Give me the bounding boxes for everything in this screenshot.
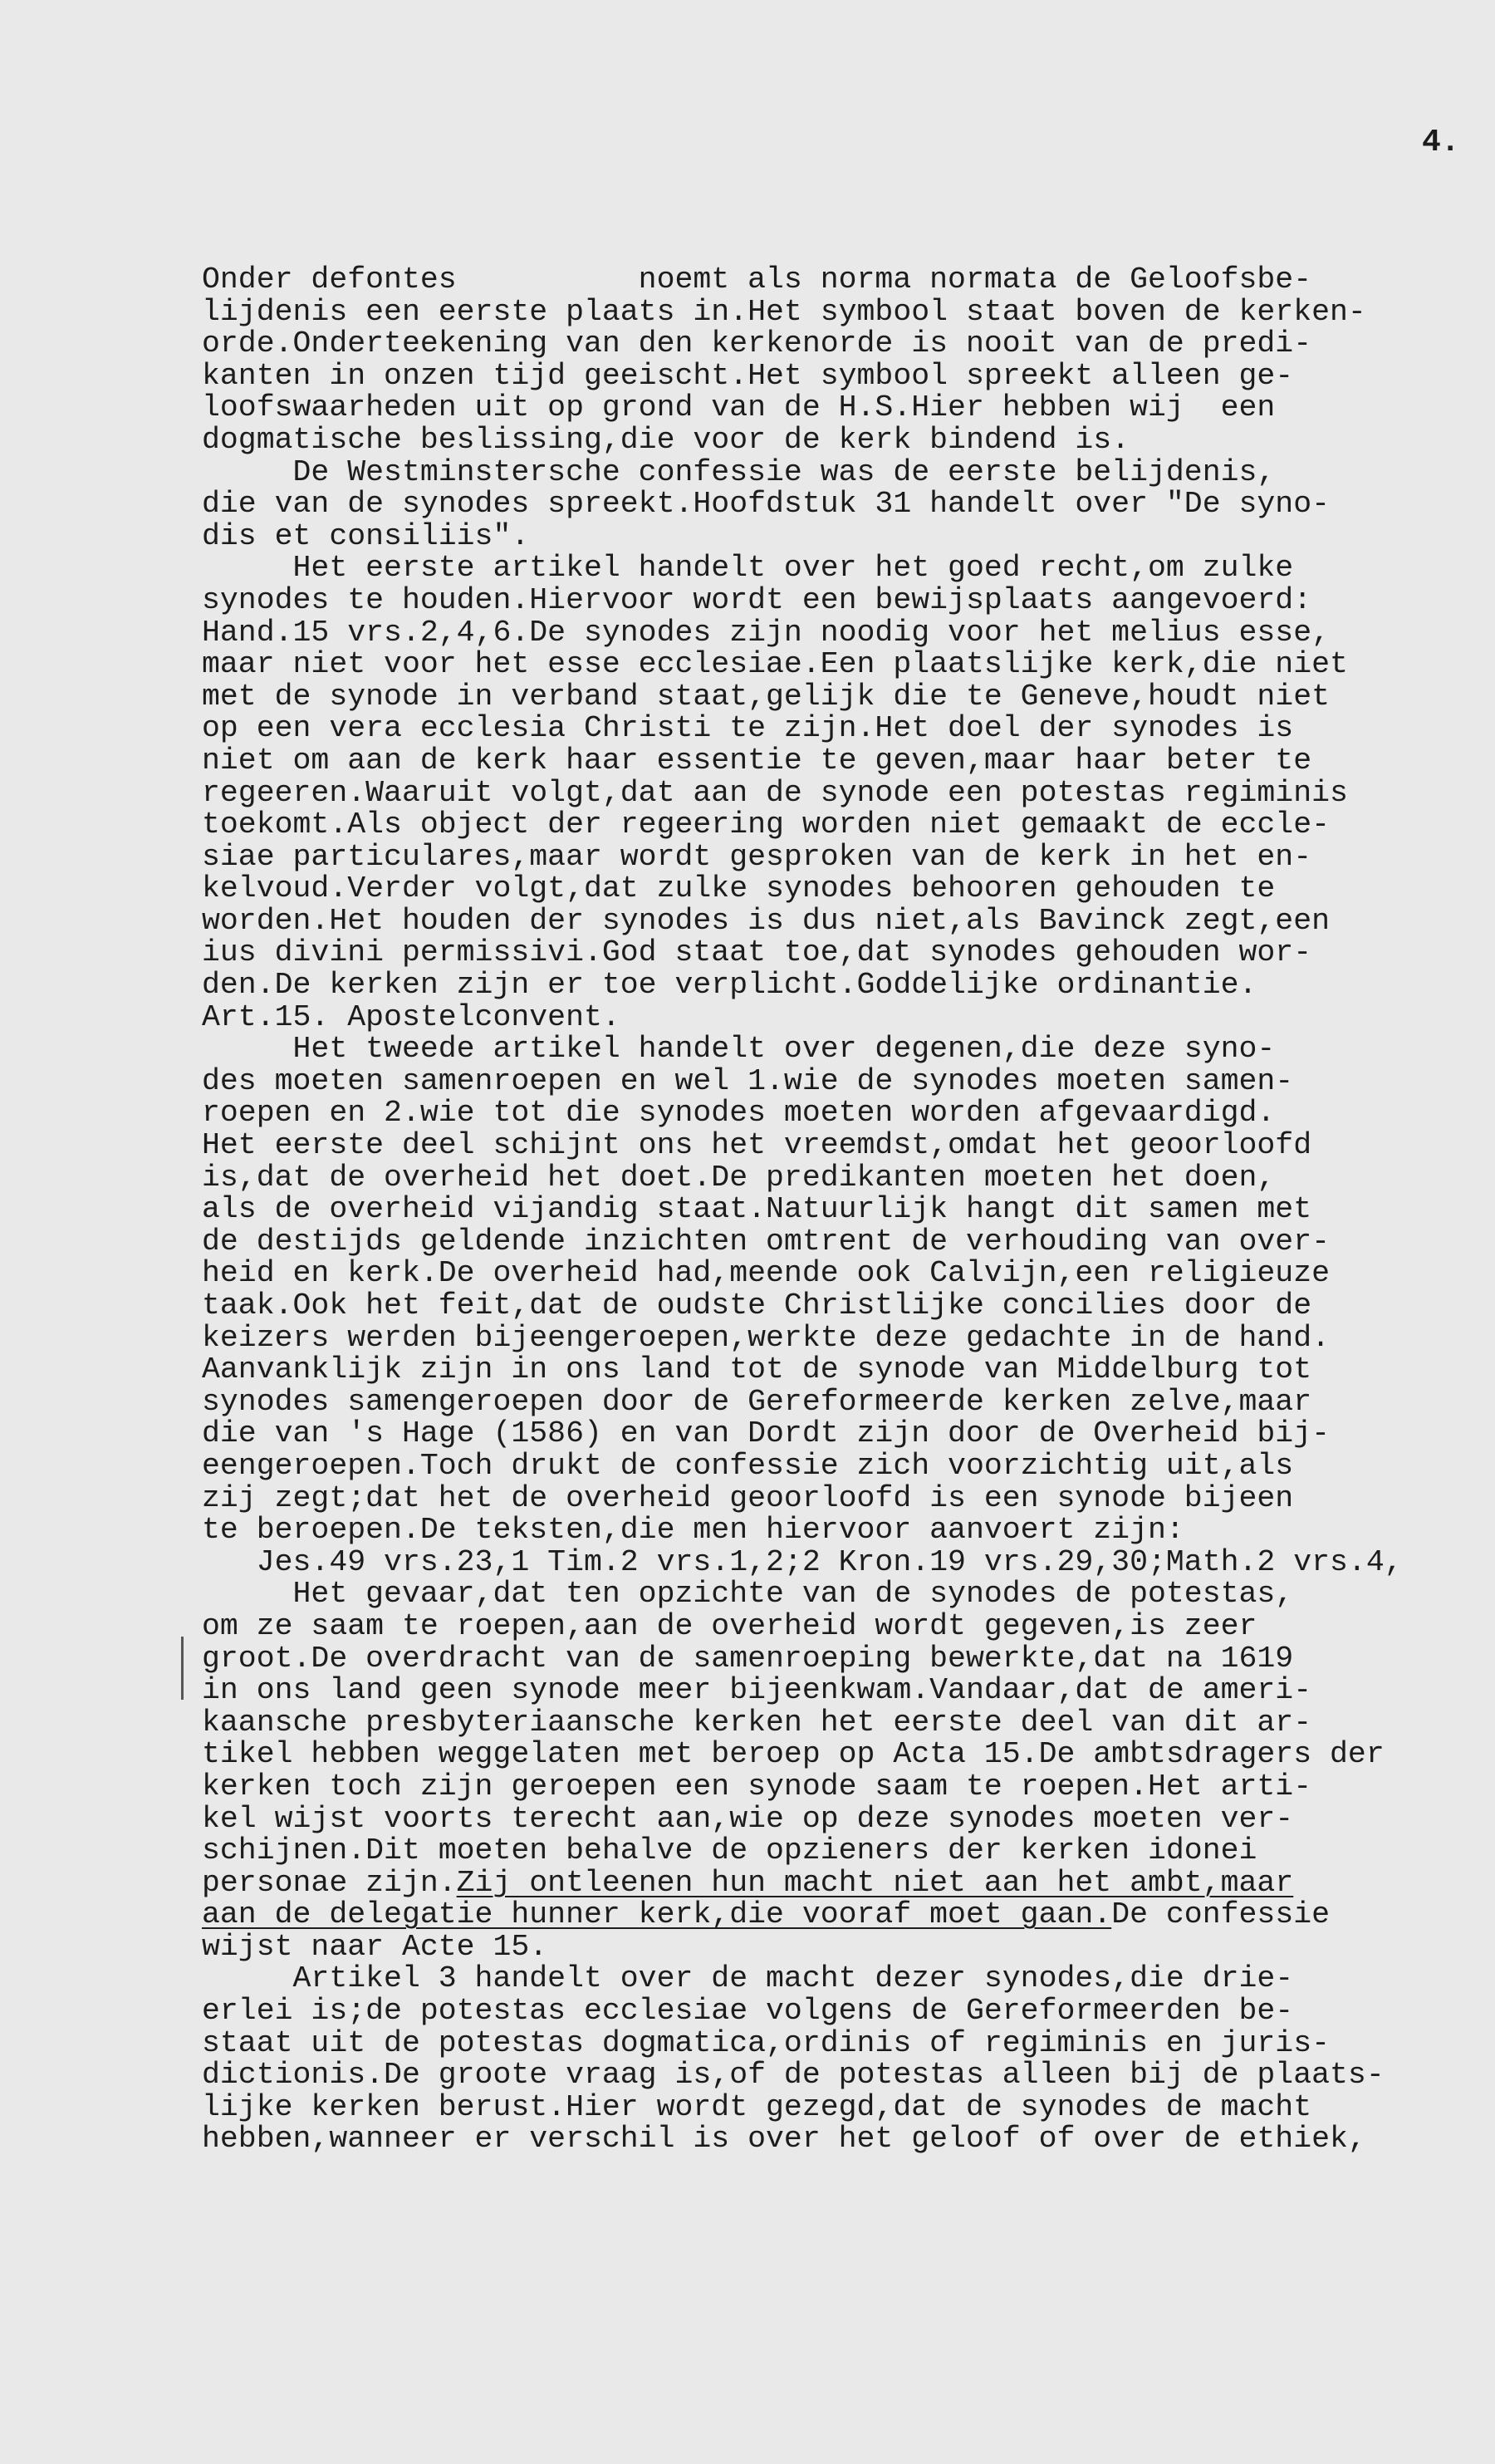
text-line: kaansche presbyteriaansche kerken het eerste deel van dit ar-: [202, 1705, 1312, 1740]
text-line: regeeren.Waaruit volgt,dat aan de synode een potestas regiminis: [202, 775, 1348, 810]
text-line: in ons land geen synode meer bijeenkwam.Vandaar,dat de ameri-: [202, 1673, 1312, 1708]
text-line: keizers werden bijeengeroepen,werkte deze gedachte in de hand.: [202, 1320, 1331, 1355]
text-line: als de overheid vijandig staat.Natuurlijk hangt dit samen met: [202, 1192, 1312, 1227]
underlined-phrase: aan de delegatie hunner kerk,die vooraf moet gaan.: [202, 1897, 1112, 1932]
text-line: de destijds geldende inzichten omtrent de verhouding van over-: [202, 1224, 1331, 1259]
text-line: dis et consiliis".: [202, 518, 530, 553]
text-line: ius divini permissivi.God staat toe,dat synodes gehouden wor-: [202, 935, 1312, 970]
text-line: hebben,wanneer er verschil is over het geloof of over de ethiek,: [202, 2122, 1366, 2157]
text-line: Jes.49 vrs.23,1 Tim.2 vrs.1,2;2 Kron.19 vrs.29,30;Math.2 vrs.4,: [202, 1544, 1403, 1579]
text-line: kelvoud.Verder volgt,dat zulke synodes behooren gehouden te: [202, 871, 1276, 906]
text-line: Het eerste deel schijnt ons het vreemdst,omdat het geoorloofd: [202, 1128, 1312, 1163]
text-line: wijst naar Acte 15.: [202, 1929, 548, 1964]
text-segment: personae zijn.: [202, 1865, 457, 1900]
text-line: dictionis.De groote vraag is,of de potestas alleen bij de plaats-: [202, 2058, 1385, 2093]
text-line: Het gevaar,dat ten opzichte van de synodes de potestas,: [202, 1577, 1294, 1612]
text-line: kanten in onzen tijd geeischt.Het symbool spreekt alleen ge-: [202, 358, 1294, 393]
text-line: loofswaarheden uit op grond van de H.S.Hier hebben wij een: [202, 390, 1276, 425]
text-line: op een vera ecclesia Christi te zijn.Het doel der synodes is: [202, 711, 1294, 746]
text-line: worden.Het houden der synodes is dus niet,als Bavinck zegt,een: [202, 903, 1331, 938]
text-line: taak.Ook het feit,dat de oudste Christlijke concilies door de: [202, 1288, 1312, 1323]
text-line: om ze saam te roepen,aan de overheid wordt gegeven,is zeer: [202, 1608, 1257, 1643]
text-line: siae particulares,maar wordt gesproken van de kerk in het en-: [202, 839, 1312, 874]
text-line: staat uit de potestas dogmatica,ordinis of regiminis en juris-: [202, 2025, 1331, 2060]
text-line: orde.Onderteekening van den kerkenorde is nooit van de predi-: [202, 326, 1312, 361]
text-line: is,dat de overheid het doet.De predikanten moeten het doen,: [202, 1160, 1276, 1195]
underlined-phrase: Zij ontleenen hun macht niet aan het ambt,maar: [456, 1865, 1294, 1900]
text-line: Aanvanklijk zijn in ons land tot de synode van Middelburg tot: [202, 1352, 1312, 1387]
text-line-with-underline: [202, 1865, 1448, 1900]
text-line: tikel hebben weggelaten met beroep op Acta 15.De ambtsdragers der: [202, 1737, 1385, 1772]
text-line: synodes te houden.Hiervoor wordt een bewijsplaats aangevoerd:: [202, 582, 1312, 617]
margin-mark: [181, 1637, 184, 1700]
text-line: Het tweede artikel handelt over degenen,die deze syno-: [202, 1032, 1276, 1067]
text-line: den.De kerken zijn er toe verplicht.Goddelijke ordinantie.: [202, 968, 1257, 1003]
text-line: Art.15. Apostelconvent.: [202, 999, 620, 1034]
text-segment: De confessie: [1111, 1897, 1331, 1932]
text-line: kel wijst voorts terecht aan,wie op deze synodes moeten ver-: [202, 1801, 1294, 1836]
text-line: roepen en 2.wie tot die synodes moeten worden afgevaardigd.: [202, 1096, 1276, 1131]
text-line: des moeten samenroepen en wel 1.wie de synodes moeten samen-: [202, 1063, 1294, 1098]
text-line: lijdenis een eerste plaats in.Het symbool staat boven de kerken-: [202, 294, 1366, 329]
text-line-with-underline: [202, 1899, 1448, 1931]
text-line: De Westminstersche confessie was de eerste belijdenis,: [202, 454, 1276, 489]
text-line: dogmatische beslissing,die voor de kerk bindend is.: [202, 422, 1130, 457]
text-line: zij zegt;dat het de overheid geoorloofd is een synode bijeen: [202, 1480, 1294, 1515]
text-line: toekomt.Als object der regeering worden niet gemaakt de eccle-: [202, 807, 1331, 842]
text-line: eengeroepen.Toch drukt de confessie zich voorzichtig uit,als: [202, 1448, 1294, 1483]
text-line: Het eerste artikel handelt over het goed recht,om zulke: [202, 551, 1294, 586]
text-line: maar niet voor het esse ecclesiae.Een plaatslijke kerk,die niet: [202, 647, 1348, 682]
text-line: die van de synodes spreekt.Hoofdstuk 31 handelt over "De syno-: [202, 487, 1331, 522]
text-line: erlei is;de potestas ecclesiae volgens de Gereformeerden be-: [202, 1994, 1294, 2029]
page-number: 4.: [1422, 125, 1460, 160]
text-line: Onder defontes noemt als norma normata de Geloofsbe-: [202, 263, 1312, 297]
text-line: schijnen.Dit moeten behalve de opzieners der kerken idonei: [202, 1833, 1257, 1868]
text-line: groot.De overdracht van de samenroeping bewerkte,dat na 1619: [202, 1641, 1294, 1676]
text-line: die van 's Hage (1586) en van Dordt zijn door de Overheid bij-: [202, 1416, 1331, 1451]
typescript-body: [202, 264, 1448, 2156]
text-line: te beroepen.De teksten,die men hiervoor aanvoert zijn:: [202, 1513, 1184, 1548]
text-line: synodes samengeroepen door de Gereformeerde kerken zelve,maar: [202, 1384, 1312, 1419]
text-line: lijke kerken berust.Hier wordt gezegd,dat de synodes de macht: [202, 2089, 1312, 2124]
text-line: niet om aan de kerk haar essentie te geven,maar haar beter te: [202, 743, 1312, 778]
text-line: met de synode in verband staat,gelijk die te Geneve,houdt niet: [202, 679, 1331, 714]
text-line: Hand.15 vrs.2,4,6.De synodes zijn noodig voor het melius esse,: [202, 615, 1331, 650]
text-line: kerken toch zijn geroepen een synode saam te roepen.Het arti-: [202, 1769, 1312, 1804]
text-line: heid en kerk.De overheid had,meende ook Calvijn,een religieuze: [202, 1256, 1331, 1291]
text-line: Artikel 3 handelt over de macht dezer synodes,die drie-: [202, 1961, 1294, 1996]
